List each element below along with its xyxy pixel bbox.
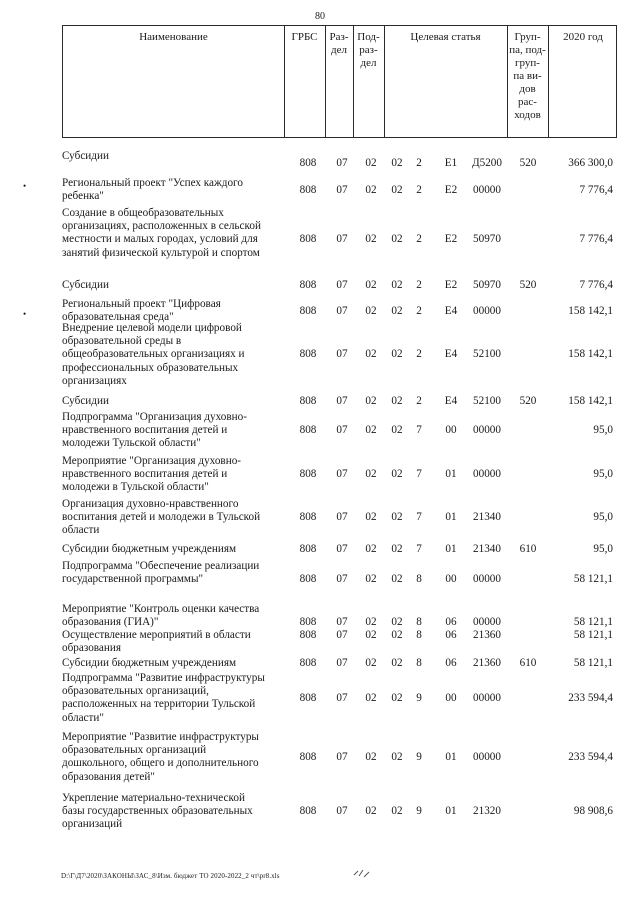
header-razdel-line: Раз- [329,31,349,43]
cell-razdel: 07 [336,629,348,641]
cell-amount: 7 776,4 [579,233,613,245]
cell-t2: 2 [416,233,422,245]
cell-amount: 95,0 [593,543,613,555]
header-group-line: па ви- [513,70,542,82]
row-name-line: образования [62,642,122,655]
page-number: 80 [315,11,325,22]
row-name-line: организациях [62,374,127,387]
cell-t3: E2 [444,233,458,245]
row-name-line: Субсидии бюджетным учреждениям [62,657,237,669]
cell-razdel: 07 [336,348,348,360]
cell-t4: Д5200 [471,157,502,169]
cell-amount: 7 776,4 [579,184,613,196]
header-podrazdel-line: раз- [359,44,378,56]
cell-grbs: 808 [299,395,317,407]
cell-t3: 01 [445,805,457,817]
cell-razdel: 07 [336,468,348,480]
cell-t3: 00 [445,573,457,585]
cell-t2: 8 [416,629,422,641]
row-name [62,298,280,324]
row-name-line: Мероприятие "Организация духовно- [62,455,242,467]
cell-podrazdel: 02 [365,616,377,628]
cell-t3: 00 [445,692,457,704]
row-name-line: Мероприятие "Развитие инфраструктуры [62,731,259,743]
cell-t2: 7 [416,543,422,555]
header-podrazdel [353,31,384,70]
cell-podrazdel: 02 [365,511,377,523]
cell-t3: 01 [445,468,457,480]
cell-t2: 2 [416,395,422,407]
cell-razdel: 07 [336,543,348,555]
row-name-line: образовательной среды в [62,335,182,348]
header-group-line: па, под- [509,44,546,56]
cell-amount: 98 908,6 [573,805,613,817]
row-name-line: Субсидии [62,279,109,291]
header-group [507,31,548,122]
cell-grbs: 808 [299,468,317,480]
row-name [62,792,280,832]
cell-t1: 02 [391,279,403,291]
cell-t2: 2 [416,157,422,169]
cell-grbs: 808 [299,692,317,704]
cell-podrazdel: 02 [365,157,377,169]
cell-t3: 01 [445,543,457,555]
row-name-line: Региональный проект "Успех каждого [62,177,243,189]
cell-grbs: 808 [299,543,317,555]
row-name [62,177,280,203]
cell-t3: 06 [445,629,457,641]
cell-amount: 95,0 [593,468,613,480]
cell-amount: 158 142,1 [568,348,613,360]
cell-amount: 58 121,1 [573,657,613,669]
cell-razdel: 07 [336,424,348,436]
cell-podrazdel: 02 [365,751,377,763]
cell-grbs: 808 [299,157,317,169]
cell-grbs: 808 [299,573,317,585]
cell-t2: 2 [416,305,422,317]
cell-razdel: 07 [336,616,348,628]
row-name [62,411,280,451]
row-name [62,498,280,538]
cell-amount: 95,0 [593,424,613,436]
header-group-line: рас- [518,96,537,108]
header-target: Целевая статья [410,31,481,43]
row-name-line: образования (ГИА)" [62,616,159,629]
cell-t2: 2 [416,184,422,196]
cell-t4: 50970 [473,279,501,291]
row-name-line: Подпрограмма "Обеспечение реализации [62,560,260,572]
cell-razdel: 07 [336,184,348,196]
cell-t1: 02 [391,157,403,169]
cell-podrazdel: 02 [365,573,377,585]
row-name [62,629,280,655]
cell-t2: 7 [416,511,422,523]
cell-grbs: 808 [299,751,317,763]
cell-amount: 58 121,1 [573,629,613,641]
cell-grbs: 808 [299,657,317,669]
row-name [62,279,280,292]
row-name-line: базы государственных образовательных [62,805,253,818]
cell-t3: 00 [445,424,457,436]
margin-mark: • [23,181,27,191]
cell-t1: 02 [391,751,403,763]
cell-t4: 00000 [473,751,501,763]
row-name-line: государственной программы" [62,573,204,586]
cell-t2: 8 [416,616,422,628]
row-name-line: нравственного воспитания детей и [62,424,228,437]
row-name-line: общеобразовательных организациях и [62,348,245,361]
row-name-line: образовательных организаций [62,744,207,757]
cell-podrazdel: 02 [365,395,377,407]
file-path-footer: D:\Г\Д7\2020\ЗАКОНЫ\ЗАС_8\Изм. бюджет ТО 2020-2022_2 чт\pr8.xls [61,872,280,880]
row-name-line: Субсидии бюджетным учреждениям [62,543,237,555]
cell-t1: 02 [391,543,403,555]
row-name-line: Создание в общеобразовательных [62,207,224,219]
stray-mark-icon [352,866,372,880]
row-name-line: Укрепление материально-технической [62,792,245,804]
cell-t2: 9 [416,805,422,817]
cell-t4: 21340 [473,543,501,555]
cell-t4: 21320 [473,805,501,817]
cell-razdel: 07 [336,657,348,669]
cell-grbs: 808 [299,233,317,245]
cell-t2: 7 [416,424,422,436]
row-name-line: области [62,524,100,537]
cell-t4: 50970 [473,233,501,245]
cell-razdel: 07 [336,751,348,763]
cell-razdel: 07 [336,692,348,704]
cell-amount: 95,0 [593,511,613,523]
row-name [62,560,280,586]
cell-grbs: 808 [299,348,317,360]
cell-podrazdel: 02 [365,279,377,291]
row-name [62,731,280,784]
row-name-line: образования детей" [62,770,155,783]
cell-podrazdel: 02 [365,424,377,436]
cell-t1: 02 [391,657,403,669]
cell-t3: E2 [444,279,458,291]
cell-grbs: 808 [299,616,317,628]
header-group-line: Груп- [514,31,541,43]
cell-podrazdel: 02 [365,233,377,245]
cell-grbs: 808 [299,305,317,317]
cell-grbs: 808 [299,184,317,196]
cell-amount: 366 300,0 [568,157,613,169]
cell-grbs: 808 [299,629,317,641]
table-header [62,25,617,138]
cell-podrazdel: 02 [365,629,377,641]
header-razdel-line: дел [331,44,347,56]
header-group-line: груп- [515,57,540,69]
cell-razdel: 07 [336,511,348,523]
row-name [62,207,280,260]
cell-t1: 02 [391,511,403,523]
cell-t3: E4 [444,395,458,407]
cell-razdel: 07 [336,157,348,169]
cell-t4: 00000 [473,424,501,436]
header-group-line: ходов [514,109,541,121]
cell-t1: 02 [391,468,403,480]
cell-t1: 02 [391,305,403,317]
cell-podrazdel: 02 [365,543,377,555]
row-name-line: местности и малых городах, условий для [62,233,258,246]
header-grbs: ГРБС [291,31,318,43]
row-name-line: Подпрограмма "Организация духовно- [62,411,247,423]
cell-t1: 02 [391,184,403,196]
cell-group: 520 [519,279,537,291]
cell-t3: E1 [444,157,458,169]
cell-amount: 7 776,4 [579,279,613,291]
row-name [62,672,280,725]
cell-t3: 06 [445,616,457,628]
cell-podrazdel: 02 [365,657,377,669]
cell-podrazdel: 02 [365,468,377,480]
cell-t4: 00000 [473,184,501,196]
cell-amount: 233 594,4 [568,692,613,704]
cell-t4: 00000 [473,573,501,585]
cell-razdel: 07 [336,279,348,291]
cell-t1: 02 [391,233,403,245]
cell-t3: E2 [444,184,458,196]
header-group-line: дов [519,83,536,95]
cell-amount: 58 121,1 [573,573,613,585]
cell-razdel: 07 [336,395,348,407]
cell-t4: 21360 [473,657,501,669]
cell-amount: 158 142,1 [568,305,613,317]
header-razdel [325,31,353,57]
cell-t3: 01 [445,751,457,763]
cell-t2: 7 [416,468,422,480]
cell-t2: 9 [416,692,422,704]
header-podrazdel-line: дел [360,57,377,69]
row-name-line: молодежи Тульской области" [62,437,201,450]
cell-t3: E4 [444,348,458,360]
row-name-line: Субсидии [62,395,109,407]
cell-t1: 02 [391,805,403,817]
row-name [62,322,280,388]
cell-t3: 01 [445,511,457,523]
row-name-line: занятий физической культурой и спортом [62,246,260,259]
row-name-line: профессиональных образовательных [62,361,239,374]
cell-amount: 158 142,1 [568,395,613,407]
row-name-line: организаций [62,818,123,831]
cell-group: 610 [519,543,537,555]
cell-t4: 21360 [473,629,501,641]
cell-t4: 00000 [473,305,501,317]
header-name: Наименование [139,31,208,43]
cell-grbs: 808 [299,511,317,523]
row-name-line: Внедрение целевой модели цифровой [62,322,242,334]
cell-t1: 02 [391,629,403,641]
cell-razdel: 07 [336,305,348,317]
cell-t4: 52100 [473,395,501,407]
margin-mark: • [23,309,27,319]
row-name-line: области" [62,711,104,724]
cell-podrazdel: 02 [365,805,377,817]
row-name-line: Подпрограмма "Развитие инфраструктуры [62,672,265,684]
row-name-line: Осуществление мероприятий в области [62,629,251,641]
cell-amount: 58 121,1 [573,616,613,628]
row-name-line: воспитания детей и молодежи в Тульской [62,511,261,524]
cell-t1: 02 [391,348,403,360]
cell-t1: 02 [391,424,403,436]
cell-group: 520 [519,157,537,169]
cell-t4: 00000 [473,692,501,704]
cell-t4: 52100 [473,348,501,360]
cell-t3: E4 [444,305,458,317]
row-name [62,543,280,556]
cell-t2: 2 [416,348,422,360]
cell-podrazdel: 02 [365,348,377,360]
cell-t4: 21340 [473,511,501,523]
cell-t1: 02 [391,573,403,585]
cell-t2: 2 [416,279,422,291]
cell-razdel: 07 [336,573,348,585]
cell-razdel: 07 [336,805,348,817]
cell-t3: 06 [445,657,457,669]
cell-podrazdel: 02 [365,692,377,704]
header-year: 2020 год [563,31,603,43]
cell-t1: 02 [391,692,403,704]
cell-t1: 02 [391,616,403,628]
row-name-line: организациях, расположенных в сельской [62,220,261,233]
cell-t4: 00000 [473,616,501,628]
row-name-line: расположенных на территории Тульской [62,698,256,711]
cell-grbs: 808 [299,424,317,436]
row-name [62,657,280,670]
row-name [62,455,280,495]
row-name-line: Мероприятие "Контроль оценки качества [62,603,260,615]
cell-group: 610 [519,657,537,669]
cell-razdel: 07 [336,233,348,245]
cell-t4: 00000 [473,468,501,480]
header-podrazdel-line: Под- [357,31,380,43]
row-name [62,395,280,408]
row-name [62,150,280,163]
cell-group: 520 [519,395,537,407]
cell-t2: 8 [416,657,422,669]
cell-t2: 9 [416,751,422,763]
row-name-line: дошкольного, общего и дополнительного [62,757,259,770]
cell-podrazdel: 02 [365,305,377,317]
row-name-line: нравственного воспитания детей и [62,468,228,481]
cell-podrazdel: 02 [365,184,377,196]
row-name-line: образовательных организаций, [62,685,209,698]
cell-t2: 8 [416,573,422,585]
cell-grbs: 808 [299,805,317,817]
row-name-line: ребенка" [62,190,104,203]
row-name-line: образовательная среда" [62,311,174,324]
cell-grbs: 808 [299,279,317,291]
row-name-line: молодежи в Тульской области" [62,481,209,494]
cell-t1: 02 [391,395,403,407]
row-name-line: Организация духовно-нравственного [62,498,239,510]
row-name-line: Региональный проект "Цифровая [62,298,221,310]
row-name-line: Субсидии [62,150,109,162]
row-name [62,603,280,629]
cell-amount: 233 594,4 [568,751,613,763]
